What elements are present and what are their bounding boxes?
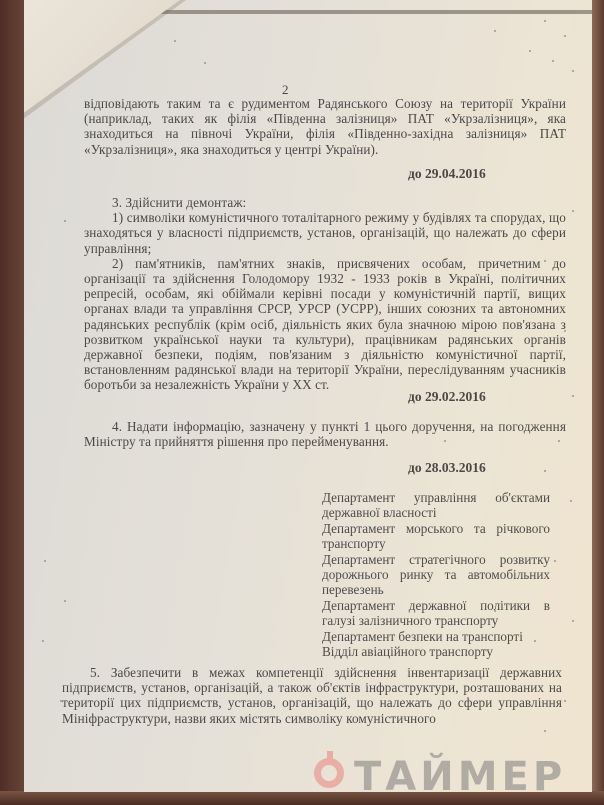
watermark-logo-icon — [314, 758, 344, 788]
department-2: Департамент морського та річкового транспорту — [322, 520, 550, 552]
department-4: Департамент державної політики в галузі залізничного транспорту — [322, 597, 550, 629]
deadline-2: до 29.02.2016 — [408, 389, 486, 404]
paragraph-continuation: відповідають таким та є рудиментом Радянського Союзу на території України (наприклад, таких як філія «Південна залізниця» ПАТ «Укрзалізниця», яка знаходиться на півночі України, філія «Південно-західна залізниця» ПАТ «Укрзалізниця», яка знаходиться у центрі України). — [84, 96, 566, 157]
deadline-3: до 28.03.2016 — [408, 460, 486, 475]
item-4: 4. Надати інформацію, зазначену у пункті 1 цього доручення, на погодження Міністру та прийняття рішення про перейменування. — [84, 419, 566, 450]
previous-page-edge — [134, 10, 592, 14]
department-3: Департамент стратегічного розвитку дорожнього ринку та автомобільних перевезень — [322, 551, 550, 598]
desk-background-right — [592, 0, 604, 805]
responsible-departments — [322, 490, 550, 659]
item-3-section — [84, 195, 566, 393]
item-3-sub-1: 1) символіки комуністичного тоталітарного режиму у будівлях та спорудах, що знаходяться у власності підприємств, установ, організацій, що належать до сфери управління; — [84, 210, 566, 256]
page-number: 2 — [282, 82, 289, 97]
desk-background-bottom — [0, 791, 604, 805]
item-5: 5. Забезпечити в межах компетенції здійснення інвентаризації державних підприємств, установ, організацій, а також об'єктів інфраструктури, розташованих на території цих підприємств, установ, організацій, що належать до сфери управління Мініфраструктури, назви яких містять символіку комуністичного — [62, 665, 562, 726]
department-6: Відділ авіаційного транспорту — [322, 644, 493, 660]
document-page — [24, 0, 592, 792]
watermark-text: ТАЙМЕР — [354, 754, 567, 792]
desk-background-left — [0, 0, 26, 805]
department-1: Департамент управління об'єктами державної власності — [322, 490, 550, 521]
deadline-1: до 29.04.2016 — [408, 166, 486, 181]
item-3-title: 3. Здійснити демонтаж: — [112, 195, 247, 210]
department-5: Департамент безпеки на транспорті — [322, 628, 523, 644]
item-3-sub-2: 2) пам'ятників, пам'ятних знаків, присвячених особам, причетним до організації та здійснення Голодомору 1932 - 1933 років в Україні, політичних репресій, особам, які обіймали керівні посади у комуністичній партії, вищих органах влади та управління СРСР, УРСР (УСРР), інших союзних та автономних радянських республік (крім осіб, діяльність яких була значною мірою пов'язана з розвитком української науки та культури), працівникам радянських органів державної безпеки, подіям, пов'язаним з діяльністю комуністичної партії, встановленням радянської влади на території України, переслідуванням учасників боротьби за незалежність України у XX ст. — [84, 255, 566, 393]
